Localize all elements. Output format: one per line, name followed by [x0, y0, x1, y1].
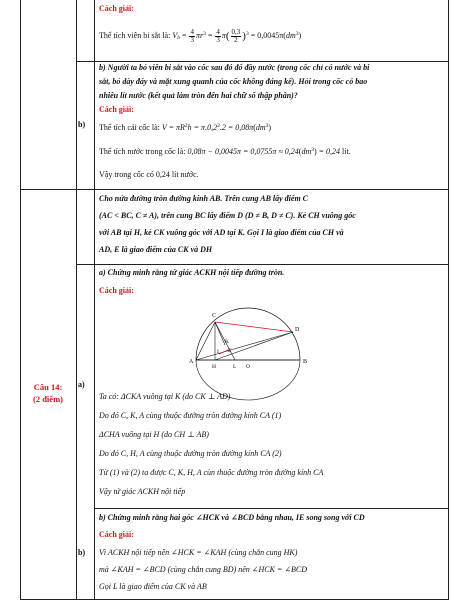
water-volume-line: Thể tích nước trong cốc là: $0,08\pi - 0,0045\pi = 0,0755\pi \approx 0,24(dm^3) = 0,24$ lít. [99, 147, 351, 156]
segment-ie [219, 350, 228, 354]
table-border-right [448, 0, 449, 600]
column-divider-2 [94, 0, 95, 600]
label-a: A [189, 359, 194, 365]
solution-heading: Cách giải: [99, 4, 134, 13]
segment-hd [215, 332, 293, 360]
proof-line1: Ta có: ΔCKA vuông tại K (do CK ⊥ AD) [99, 392, 231, 401]
bi-volume-line: Thể tích viên bi sắt là: $V_b$ = $\frac{4}{3}$ $\pi r^3$ = $\frac{4}{3}$ π( $\frac{0,3}{2}$ )$^3 = 0,0045\pi(dm^3)$ [99, 27, 302, 44]
statement-line2: (AC < BC, C ≠ A), trên cung BC lấy điểm D (D ≠ B, D ≠ C). Kẻ CH vuông góc [99, 211, 356, 220]
segment-ck [215, 322, 225, 345]
label-i: I [217, 349, 219, 355]
label-c: C [212, 313, 217, 319]
proof-line3: ΔCHA vuông tại H (do CH ⊥ AB) [99, 430, 209, 439]
column-divider-1 [76, 0, 77, 600]
question-points: (2 điểm) [33, 394, 63, 404]
solution-heading: Cách giải: [99, 105, 134, 114]
statement-line1: Cho nửa đường tròn đường kính AB. Trên cung AB lấy điểm C [99, 194, 309, 203]
row-divider [94, 508, 448, 509]
segment-ac [196, 322, 215, 360]
proof-b-line1: Vì ACKH nội tiếp nên ∠HCK = ∠KAH (cùng chắn cung HK) [99, 548, 298, 557]
proof-line2: Do đó C, K, A cùng thuộc đường tròn đường kính CA (1) [99, 411, 282, 420]
row-divider [76, 61, 448, 62]
label-d: D [295, 327, 300, 333]
row2-cell [99, 63, 445, 188]
cup-volume-line: Thể tích cái cốc là: $V = \pi R^2h = \pi.0,2^2.2 = 0,08\pi(dm^3)$ [99, 123, 272, 132]
question-b2: b) Chứng minh rằng hai góc ∠HCK và ∠BCD bằng nhau, IE song song với CD [99, 513, 365, 522]
proof-line6: Vậy tứ giác ACKH nội tiếp [99, 487, 186, 496]
statement-line4: AD, E là giao điểm của CK và DH [99, 245, 213, 254]
segment-ad [196, 332, 293, 360]
problem-statement [99, 192, 445, 262]
row-divider [20, 189, 448, 190]
row4-cell [99, 266, 445, 506]
label-l: L [233, 364, 237, 370]
part-label-a: a) [78, 380, 85, 389]
question-b-line1: b) Người ta bỏ viên bi sắt vào cốc sau đó đổ đầy nước (trong cốc chỉ có nước và bi [99, 63, 370, 72]
row1-cell [99, 0, 445, 60]
row-divider [76, 264, 448, 265]
solution-table [20, 0, 448, 600]
label-b: B [303, 359, 308, 365]
question-label [20, 381, 76, 405]
proof-line4: Do đó C, H, A cùng thuộc đường tròn đường kính CA (2) [99, 449, 282, 458]
solution-heading: Cách giải: [99, 286, 134, 295]
label-h: H [212, 364, 216, 370]
question-number: Câu 14: [33, 382, 63, 392]
segment-cd [215, 322, 293, 332]
label-o: O [246, 364, 250, 370]
proof-b-line3: Gọi L là giao điểm của CK và AB [99, 582, 207, 591]
part-label-b: b) [78, 120, 86, 129]
solution-heading: Cách giải: [99, 530, 134, 539]
question-b-line2: sắt, bỏ dày đáy và mặt xung quanh của cốc không đáng kể). Hỏi trong cốc có bao [99, 77, 368, 86]
statement-line3: với AB tại H, kẻ CK vuông góc với AD tại K. Gọi I là giao điểm của CH và [99, 228, 344, 237]
part-label-b2: b) [78, 548, 86, 557]
conclusion-line: Vậy trong cốc có 0,24 lít nước. [99, 170, 199, 179]
question-b-line3: nhiêu lít nước (kết quả làm tròn đến hai chữ số thập phân)? [99, 91, 298, 100]
proof-line5: Từ (1) và (2) ta được C, K, H, A cùn thuộc đường tròn đường kính CA [99, 468, 324, 477]
label-e: E [228, 348, 232, 354]
proof-b-line2: mà ∠KAH = ∠BCD (cùng chắn cung BD) nên ∠HCK = ∠BCD [99, 565, 308, 574]
geometry-figure [189, 300, 355, 394]
row5-cell [99, 511, 445, 597]
question-a: a) Chứng minh rằng tứ giác ACKH nội tiếp đường tròn. [99, 268, 285, 277]
label-k: K [225, 339, 229, 345]
table-border-left [20, 0, 21, 600]
